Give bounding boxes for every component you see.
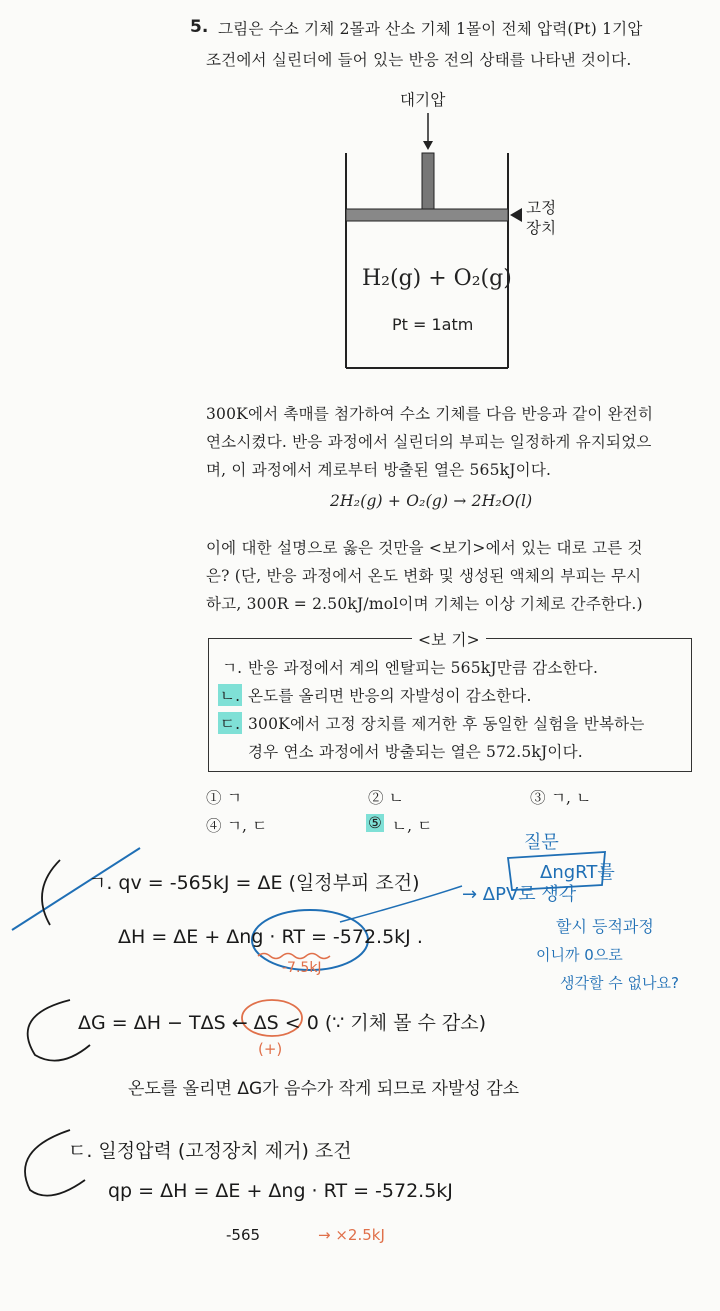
note-line-5: ㄷ. 일정압력 (고정장치 제거) 조건 [68,1140,352,1162]
body-line-6: 하고, 300R = 2.50kJ/mol이며 기체는 이상 기체로 간주한다.) [206,595,643,613]
choice-5-text[interactable]: ㄴ, ㄷ [392,817,433,835]
note-line-1: ㄱ. qv = -565kJ = ΔE (일정부피 조건) [88,872,420,894]
pressure-label: Pt = 1atm [392,315,474,334]
blue-note-3: → ΔPV로 생각 [462,884,577,905]
blue-note-1: 질문 [524,832,559,853]
blue-note-2: ΔngRT를 [540,862,615,883]
gas-label: H₂(g) + O₂(g) [362,266,512,291]
note-line-6: qp = ΔH = ΔE + Δng · RT = -572.5kJ [108,1180,453,1202]
body-line-4: 이에 대한 설명으로 옳은 것만을 <보기>에서 있는 대로 고른 것 [206,539,643,557]
reaction-equation: 2H₂(g) + O₂(g) → 2H₂O(l) [330,492,533,510]
choice-4[interactable]: ④ ㄱ, ㄷ [206,817,268,835]
bogi-c-text-2: 경우 연소 과정에서 방출되는 열은 572.5kJ이다. [248,743,583,761]
blue-note-5: 이니까 0으로 [536,946,623,964]
fix-label-2: 장치 [526,219,557,237]
question-line-1: 그림은 수소 기체 2몰과 산소 기체 1몰이 전체 압력(Pt) 1기압 [218,20,643,38]
atm-label: 대기압 [400,91,446,109]
choice-2[interactable]: ② ㄴ [368,789,405,807]
bogi-c-mark: ㄷ. [218,712,242,734]
note-line-3: ΔG = ΔH − TΔS ← ΔS < 0 (∵ 기체 몰 수 감소) [78,1012,487,1034]
bogi-b-text: 온도를 올리면 반응의 자발성이 감소한다. [248,687,532,705]
body-line-3: 며, 이 과정에서 계로부터 방출된 열은 565kJ이다. [206,461,552,479]
cylinder-figure [330,105,590,375]
question-line-2: 조건에서 실린더에 들어 있는 반응 전의 상태를 나타낸 것이다. [206,51,632,69]
body-line-2: 연소시켰다. 반응 과정에서 실린더의 부피는 일정하게 유지되었으 [206,433,652,451]
bogi-a-text: 반응 과정에서 계의 엔탈피는 565kJ만큼 감소한다. [248,659,599,677]
note-line-4: 온도를 올리면 ΔG가 음수가 작게 되므로 자발성 감소 [128,1079,520,1099]
note-line-7: -565 [226,1226,261,1244]
body-line-5: 은? (단, 반응 과정에서 온도 변화 및 생성된 액체의 부피는 무시 [206,567,642,585]
blue-note-6: 생각할 수 없나요? [560,974,679,992]
choice-1[interactable]: ① ㄱ [206,789,243,807]
note-red-1: -7.5kJ [282,960,322,976]
note-red-2: (+) [258,1040,283,1058]
choice-5-number[interactable]: ⑤ [368,814,383,832]
bogi-c-text-1: 300K에서 고정 장치를 제거한 후 동일한 실험을 반복하는 [248,715,645,733]
blue-note-4: 할시 등적과정 [556,917,654,936]
choice-3[interactable]: ③ ㄱ, ㄴ [530,789,592,807]
note-line-2: ΔH = ΔE + Δng · RT = -572.5kJ . [118,926,423,948]
bogi-title: <보 기> [412,628,486,650]
note-red-3: → ×2.5kJ [318,1226,385,1244]
question-number: 5. [190,17,209,37]
fix-label-1: 고정 [526,199,557,217]
body-line-1: 300K에서 촉매를 첨가하여 수소 기체를 다음 반응과 같이 완전히 [206,405,654,423]
bogi-a-mark: ㄱ. [222,659,243,677]
bogi-b-mark: ㄴ. [218,684,242,706]
